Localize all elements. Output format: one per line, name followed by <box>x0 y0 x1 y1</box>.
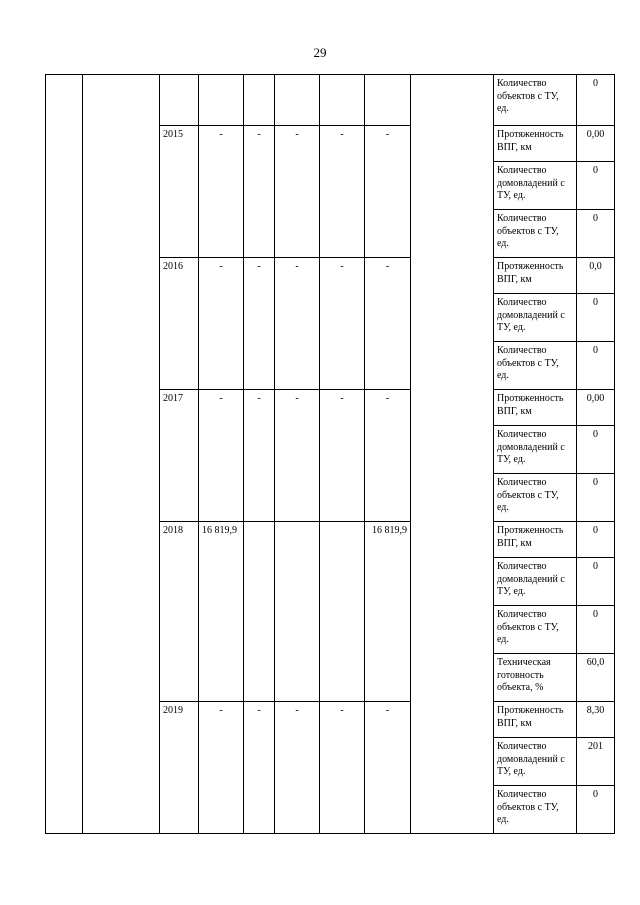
indicator-value: 0,00 <box>577 390 615 426</box>
indicator-value: 0 <box>577 294 615 342</box>
indicator-value: 0,00 <box>577 126 615 162</box>
year-cell: 2016 <box>160 258 199 390</box>
indicator-name: Количество объектов с ТУ, ед. <box>494 474 577 522</box>
budget-cell: - <box>365 126 411 258</box>
col-executor-cell <box>411 75 494 834</box>
indicator-name: Количество домовладений с ТУ, ед. <box>494 162 577 210</box>
indicator-value: 0 <box>577 474 615 522</box>
indicator-value: 0 <box>577 210 615 258</box>
budget-cell: - <box>365 702 411 834</box>
indicator-name: Количество объектов с ТУ, ед. <box>494 210 577 258</box>
total-cell: - <box>199 258 244 390</box>
indicator-name: Количество объектов с ТУ, ед. <box>494 75 577 126</box>
table-row <box>46 75 615 126</box>
indicator-name: Количество объектов с ТУ, ед. <box>494 786 577 834</box>
total-cell: - <box>199 390 244 522</box>
budget-cell: - <box>275 390 320 522</box>
year-cell: 2015 <box>160 126 199 258</box>
indicator-name: Техническая готовность объекта, % <box>494 654 577 702</box>
indicator-value: 0 <box>577 75 615 126</box>
budget-cell <box>320 522 365 702</box>
budget-cell: - <box>365 258 411 390</box>
budget-cell <box>365 75 411 126</box>
page-number: 29 <box>313 45 327 60</box>
indicator-name: Количество домовладений с ТУ, ед. <box>494 738 577 786</box>
budget-cell: - <box>275 258 320 390</box>
budget-cell: - <box>320 258 365 390</box>
indicator-name: Протяженность ВПГ, км <box>494 702 577 738</box>
indicator-value: 0 <box>577 558 615 606</box>
budget-cell <box>244 75 275 126</box>
budget-cell: - <box>320 126 365 258</box>
indicator-value: 0 <box>577 522 615 558</box>
total-cell: - <box>199 702 244 834</box>
budget-cell: - <box>275 126 320 258</box>
budget-cell <box>275 75 320 126</box>
year-cell: 2017 <box>160 390 199 522</box>
year-cell: 2018 <box>160 522 199 702</box>
indicator-name: Количество домовладений с ТУ, ед. <box>494 294 577 342</box>
col-event-cell <box>83 75 160 834</box>
budget-cell: - <box>320 390 365 522</box>
total-cell: 16 819,9 <box>199 522 244 702</box>
budget-cell: - <box>275 702 320 834</box>
indicator-value: 8,30 <box>577 702 615 738</box>
indicator-name: Количество объектов с ТУ, ед. <box>494 606 577 654</box>
indicator-name: Протяженность ВПГ, км <box>494 258 577 294</box>
budget-cell: - <box>244 126 275 258</box>
budget-cell: - <box>244 390 275 522</box>
budget-cell <box>244 522 275 702</box>
indicator-value: 0 <box>577 426 615 474</box>
indicator-name: Количество домовладений с ТУ, ед. <box>494 426 577 474</box>
budget-cell <box>275 522 320 702</box>
budget-cell <box>320 75 365 126</box>
indicator-value: 0 <box>577 786 615 834</box>
budget-cell: - <box>320 702 365 834</box>
budget-cell: - <box>365 390 411 522</box>
budget-cell: - <box>244 258 275 390</box>
budget-cell: 16 819,9 <box>365 522 411 702</box>
indicator-value: 201 <box>577 738 615 786</box>
year-cell <box>160 75 199 126</box>
indicator-name: Протяженность ВПГ, км <box>494 522 577 558</box>
indicator-value: 0,0 <box>577 258 615 294</box>
total-cell: - <box>199 126 244 258</box>
budget-cell: - <box>244 702 275 834</box>
indicator-value: 0 <box>577 162 615 210</box>
indicator-name: Протяженность ВПГ, км <box>494 126 577 162</box>
col-number-cell <box>46 75 83 834</box>
indicator-value: 60,0 <box>577 654 615 702</box>
year-cell: 2019 <box>160 702 199 834</box>
indicator-name: Количество объектов с ТУ, ед. <box>494 342 577 390</box>
indicator-value: 0 <box>577 606 615 654</box>
indicator-name: Протяженность ВПГ, км <box>494 390 577 426</box>
program-table <box>45 74 615 834</box>
indicator-value: 0 <box>577 342 615 390</box>
total-cell <box>199 75 244 126</box>
indicator-name: Количество домовладений с ТУ, ед. <box>494 558 577 606</box>
